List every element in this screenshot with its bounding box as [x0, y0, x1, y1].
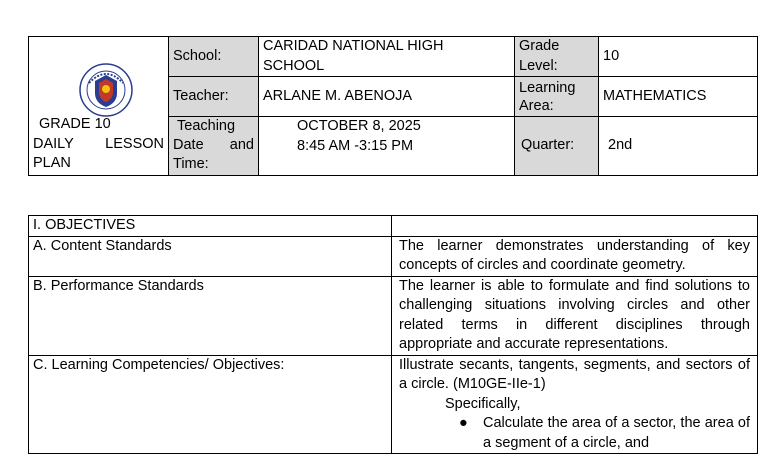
grade-line1: GRADE 10 — [39, 116, 111, 132]
grade-level-value: 10 — [599, 37, 758, 77]
objective-bullet-text: Calculate the area of a sector, the area of a segment of a circle, and — [483, 415, 750, 451]
header-table — [28, 36, 758, 176]
competencies-cell — [392, 355, 758, 454]
teacher-value: ARLANE M. ABENOJA — [259, 77, 515, 117]
performance-standards-label: B. Performance Standards — [29, 276, 392, 355]
specifically-text: Specifically, — [445, 395, 521, 412]
teacher-label: Teacher: — [169, 77, 259, 117]
learning-area-label: Learning Area: — [515, 77, 599, 117]
time-value: 8:45 AM -3:15 PM — [297, 137, 414, 154]
deped-seal-icon — [79, 63, 133, 117]
performance-standards-text: The learner is able to formulate and find solutions to challenging situations involving circles and other related terms in different disciplines through appropriate and accurate representations. — [392, 276, 758, 355]
school-label: School: — [169, 37, 259, 77]
school-value: CARIDAD NATIONAL HIGH SCHOOL — [259, 37, 515, 77]
grade-level-label: Grade Level: — [515, 37, 599, 77]
teaching-date-label: Teaching Date and Time: — [169, 117, 259, 176]
quarter-label: Quarter: — [515, 117, 599, 176]
grade-line2b: LESSON — [105, 135, 164, 152]
content-standards-label: A. Content Standards — [29, 236, 392, 276]
date-value: OCTOBER 8, 2025 — [297, 118, 421, 134]
grade-line2a: DAILY — [33, 135, 74, 152]
bullet-icon: ● — [459, 415, 468, 431]
competencies-text: Illustrate secants, tangents, segments, and sectors of a circle. (M10GE-IIe-1) — [399, 356, 750, 392]
learning-area-value: MATHEMATICS — [599, 77, 758, 117]
objectives-table — [28, 215, 758, 454]
quarter-value: 2nd — [599, 117, 758, 176]
objectives-heading-blank — [392, 216, 758, 237]
objectives-heading: I. OBJECTIVES — [29, 216, 392, 237]
objective-bullet — [399, 414, 750, 453]
lesson-plan-title — [33, 115, 164, 174]
grade-line3: PLAN — [33, 155, 71, 171]
content-standards-text: The learner demonstrates understanding of key concepts of circles and coordinate geometry. — [392, 236, 758, 276]
school-logo-cell — [29, 37, 169, 176]
competencies-label: C. Learning Competencies/ Objectives: — [29, 355, 392, 454]
date-time-value — [259, 117, 515, 176]
